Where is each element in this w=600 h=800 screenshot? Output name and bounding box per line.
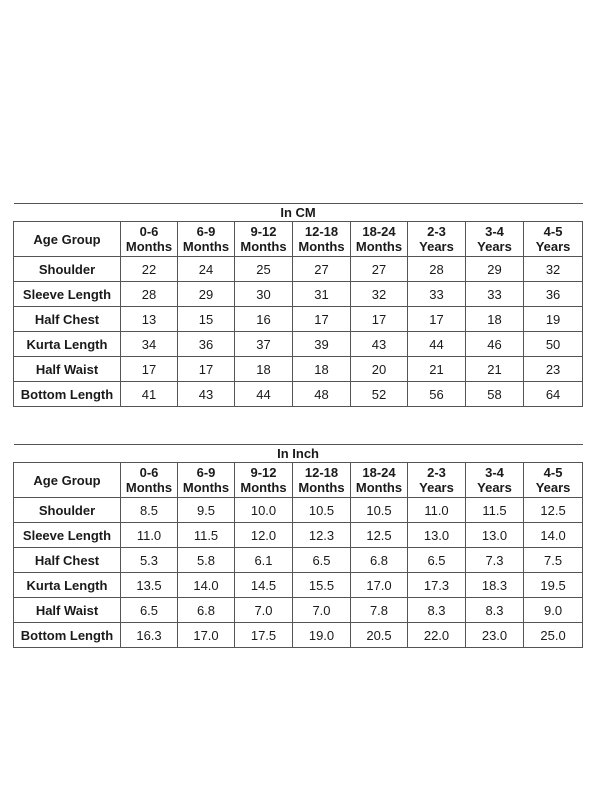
column-age-range: 6-9 [196,224,216,239]
column-age-range: 4-5 [543,465,563,480]
table-cell: 46 [466,332,524,357]
table-cell: 27 [351,257,408,282]
table-cell: 8.5 [121,498,178,523]
table-cell: 29 [466,257,524,282]
row-label: Shoulder [14,498,121,523]
column-age-unit: Months [182,239,230,254]
table-cell: 19.5 [524,573,583,598]
column-age-unit: Months [355,239,403,254]
table-cell: 13.0 [466,523,524,548]
table-cell: 10.0 [235,498,293,523]
table-cell: 13 [121,307,178,332]
table-cell: 6.1 [235,548,293,573]
table-cell: 7.0 [293,598,351,623]
table-title: In CM [14,204,583,222]
column-header [408,222,466,257]
table-cell: 56 [408,382,466,407]
table-cell: 22.0 [408,623,466,648]
table-cell: 32 [351,282,408,307]
table-cell: 6.5 [408,548,466,573]
table-cell: 10.5 [351,498,408,523]
table-row [14,332,583,357]
column-header [293,463,351,498]
table-row [14,382,583,407]
row-label: Shoulder [14,257,121,282]
table-cell: 14.5 [235,573,293,598]
row-label: Bottom Length [14,623,121,648]
table-cell: 17.3 [408,573,466,598]
column-age-unit: Years [477,239,512,254]
table-cell: 12.5 [524,498,583,523]
header-label: Age Group [14,222,121,257]
column-age-range: 9-12 [250,465,277,480]
table-cell: 18 [235,357,293,382]
column-age-unit: Years [535,239,571,254]
table-cell: 34 [121,332,178,357]
table-cell: 14.0 [524,523,583,548]
table-cell: 7.5 [524,548,583,573]
table-cell: 11.5 [466,498,524,523]
table-row [14,523,583,548]
table-row [14,357,583,382]
column-header [351,463,408,498]
table-cell: 25 [235,257,293,282]
table-cell: 22 [121,257,178,282]
table-cell: 43 [178,382,235,407]
column-header [178,222,235,257]
column-age-unit: Months [240,480,287,495]
table-cell: 16 [235,307,293,332]
column-age-unit: Months [182,480,230,495]
table-cell: 25.0 [524,623,583,648]
table-cell: 21 [408,357,466,382]
table-cell: 32 [524,257,583,282]
table-cell: 5.3 [121,548,178,573]
column-header [524,222,583,257]
table-cell: 48 [293,382,351,407]
table-row [14,598,583,623]
table-cell: 30 [235,282,293,307]
table-cell: 20 [351,357,408,382]
table-cell: 50 [524,332,583,357]
column-age-unit: Months [125,239,173,254]
table-cell: 37 [235,332,293,357]
column-age-range: 12-18 [304,224,339,239]
table-cell: 24 [178,257,235,282]
table-body [14,463,583,648]
column-header [351,222,408,257]
table-cell: 12.0 [235,523,293,548]
table-cell: 6.8 [351,548,408,573]
row-label: Sleeve Length [14,523,121,548]
column-age-range: 2-3 [427,465,446,480]
table-cell: 52 [351,382,408,407]
table-cell: 29 [178,282,235,307]
column-age-range: 9-12 [250,224,277,239]
column-age-unit: Years [419,480,454,495]
table-cell: 33 [466,282,524,307]
table-cell: 19.0 [293,623,351,648]
row-label: Half Chest [14,548,121,573]
column-age-range: 0-6 [139,465,159,480]
table-cell: 18 [293,357,351,382]
column-age-unit: Months [240,239,287,254]
header-label: Age Group [14,463,121,498]
column-header [235,463,293,498]
table-cell: 9.5 [178,498,235,523]
table-cell: 33 [408,282,466,307]
table-cell: 17.0 [351,573,408,598]
table-cell: 17.0 [178,623,235,648]
table-cell: 14.0 [178,573,235,598]
table-cell: 10.5 [293,498,351,523]
table-cell: 31 [293,282,351,307]
table-cell: 36 [178,332,235,357]
column-header [121,463,178,498]
column-age-range: 4-5 [543,224,563,239]
row-label: Bottom Length [14,382,121,407]
table-row [14,282,583,307]
table-row [14,257,583,282]
table-cell: 7.3 [466,548,524,573]
column-header [408,463,466,498]
header-row [14,222,583,257]
table-cell: 43 [351,332,408,357]
column-header [235,222,293,257]
size-chart-inch [13,444,583,648]
table-cell: 44 [235,382,293,407]
row-label: Kurta Length [14,332,121,357]
table-cell: 12.5 [351,523,408,548]
header-row [14,463,583,498]
table-cell: 21 [466,357,524,382]
table-cell: 23.0 [466,623,524,648]
table-cell: 17 [121,357,178,382]
column-header [121,222,178,257]
table-cell: 7.0 [235,598,293,623]
table-cell: 36 [524,282,583,307]
column-age-unit: Years [477,480,512,495]
table-cell: 17.5 [235,623,293,648]
table-cell: 11.0 [408,498,466,523]
table-cell: 6.8 [178,598,235,623]
table-cell: 58 [466,382,524,407]
table-cell: 16.3 [121,623,178,648]
table-cell: 6.5 [121,598,178,623]
table-cell: 9.0 [524,598,583,623]
column-age-unit: Months [298,239,345,254]
table-cell: 44 [408,332,466,357]
column-age-unit: Years [419,239,454,254]
table-cell: 19 [524,307,583,332]
column-age-range: 12-18 [304,465,339,480]
size-chart-cm [13,203,583,407]
column-age-unit: Months [125,480,173,495]
table-cell: 17 [408,307,466,332]
table-cell: 8.3 [466,598,524,623]
table-cell: 17 [293,307,351,332]
column-header [293,222,351,257]
table-cell: 18 [466,307,524,332]
column-header [466,463,524,498]
table-cell: 8.3 [408,598,466,623]
column-header [178,463,235,498]
table-row [14,623,583,648]
table-cell: 5.8 [178,548,235,573]
table-body [14,222,583,407]
column-age-range: 2-3 [427,224,446,239]
column-age-range: 18-24 [362,465,396,480]
table-cell: 13.0 [408,523,466,548]
table-cell: 15 [178,307,235,332]
row-label: Half Waist [14,357,121,382]
table-cell: 23 [524,357,583,382]
table-row [14,498,583,523]
column-header [466,222,524,257]
table-cell: 17 [178,357,235,382]
column-age-range: 6-9 [196,465,216,480]
table-cell: 41 [121,382,178,407]
table-row [14,307,583,332]
table-cell: 11.5 [178,523,235,548]
column-age-range: 3-4 [485,224,504,239]
table-cell: 20.5 [351,623,408,648]
table-cell: 28 [121,282,178,307]
table-row [14,573,583,598]
column-age-unit: Years [535,480,571,495]
column-age-range: 0-6 [139,224,159,239]
row-label: Sleeve Length [14,282,121,307]
table-cell: 64 [524,382,583,407]
table-cell: 12.3 [293,523,351,548]
column-age-range: 3-4 [485,465,504,480]
column-header [524,463,583,498]
table-cell: 17 [351,307,408,332]
table-cell: 13.5 [121,573,178,598]
table-cell: 11.0 [121,523,178,548]
table-cell: 15.5 [293,573,351,598]
column-age-unit: Months [355,480,403,495]
table-cell: 7.8 [351,598,408,623]
table-cell: 18.3 [466,573,524,598]
row-label: Half Chest [14,307,121,332]
table-cell: 28 [408,257,466,282]
table-cell: 39 [293,332,351,357]
table-cell: 6.5 [293,548,351,573]
column-age-range: 18-24 [362,224,396,239]
table-row [14,548,583,573]
row-label: Half Waist [14,598,121,623]
column-age-unit: Months [298,480,345,495]
table-cell: 27 [293,257,351,282]
table-title: In Inch [14,445,583,463]
row-label: Kurta Length [14,573,121,598]
